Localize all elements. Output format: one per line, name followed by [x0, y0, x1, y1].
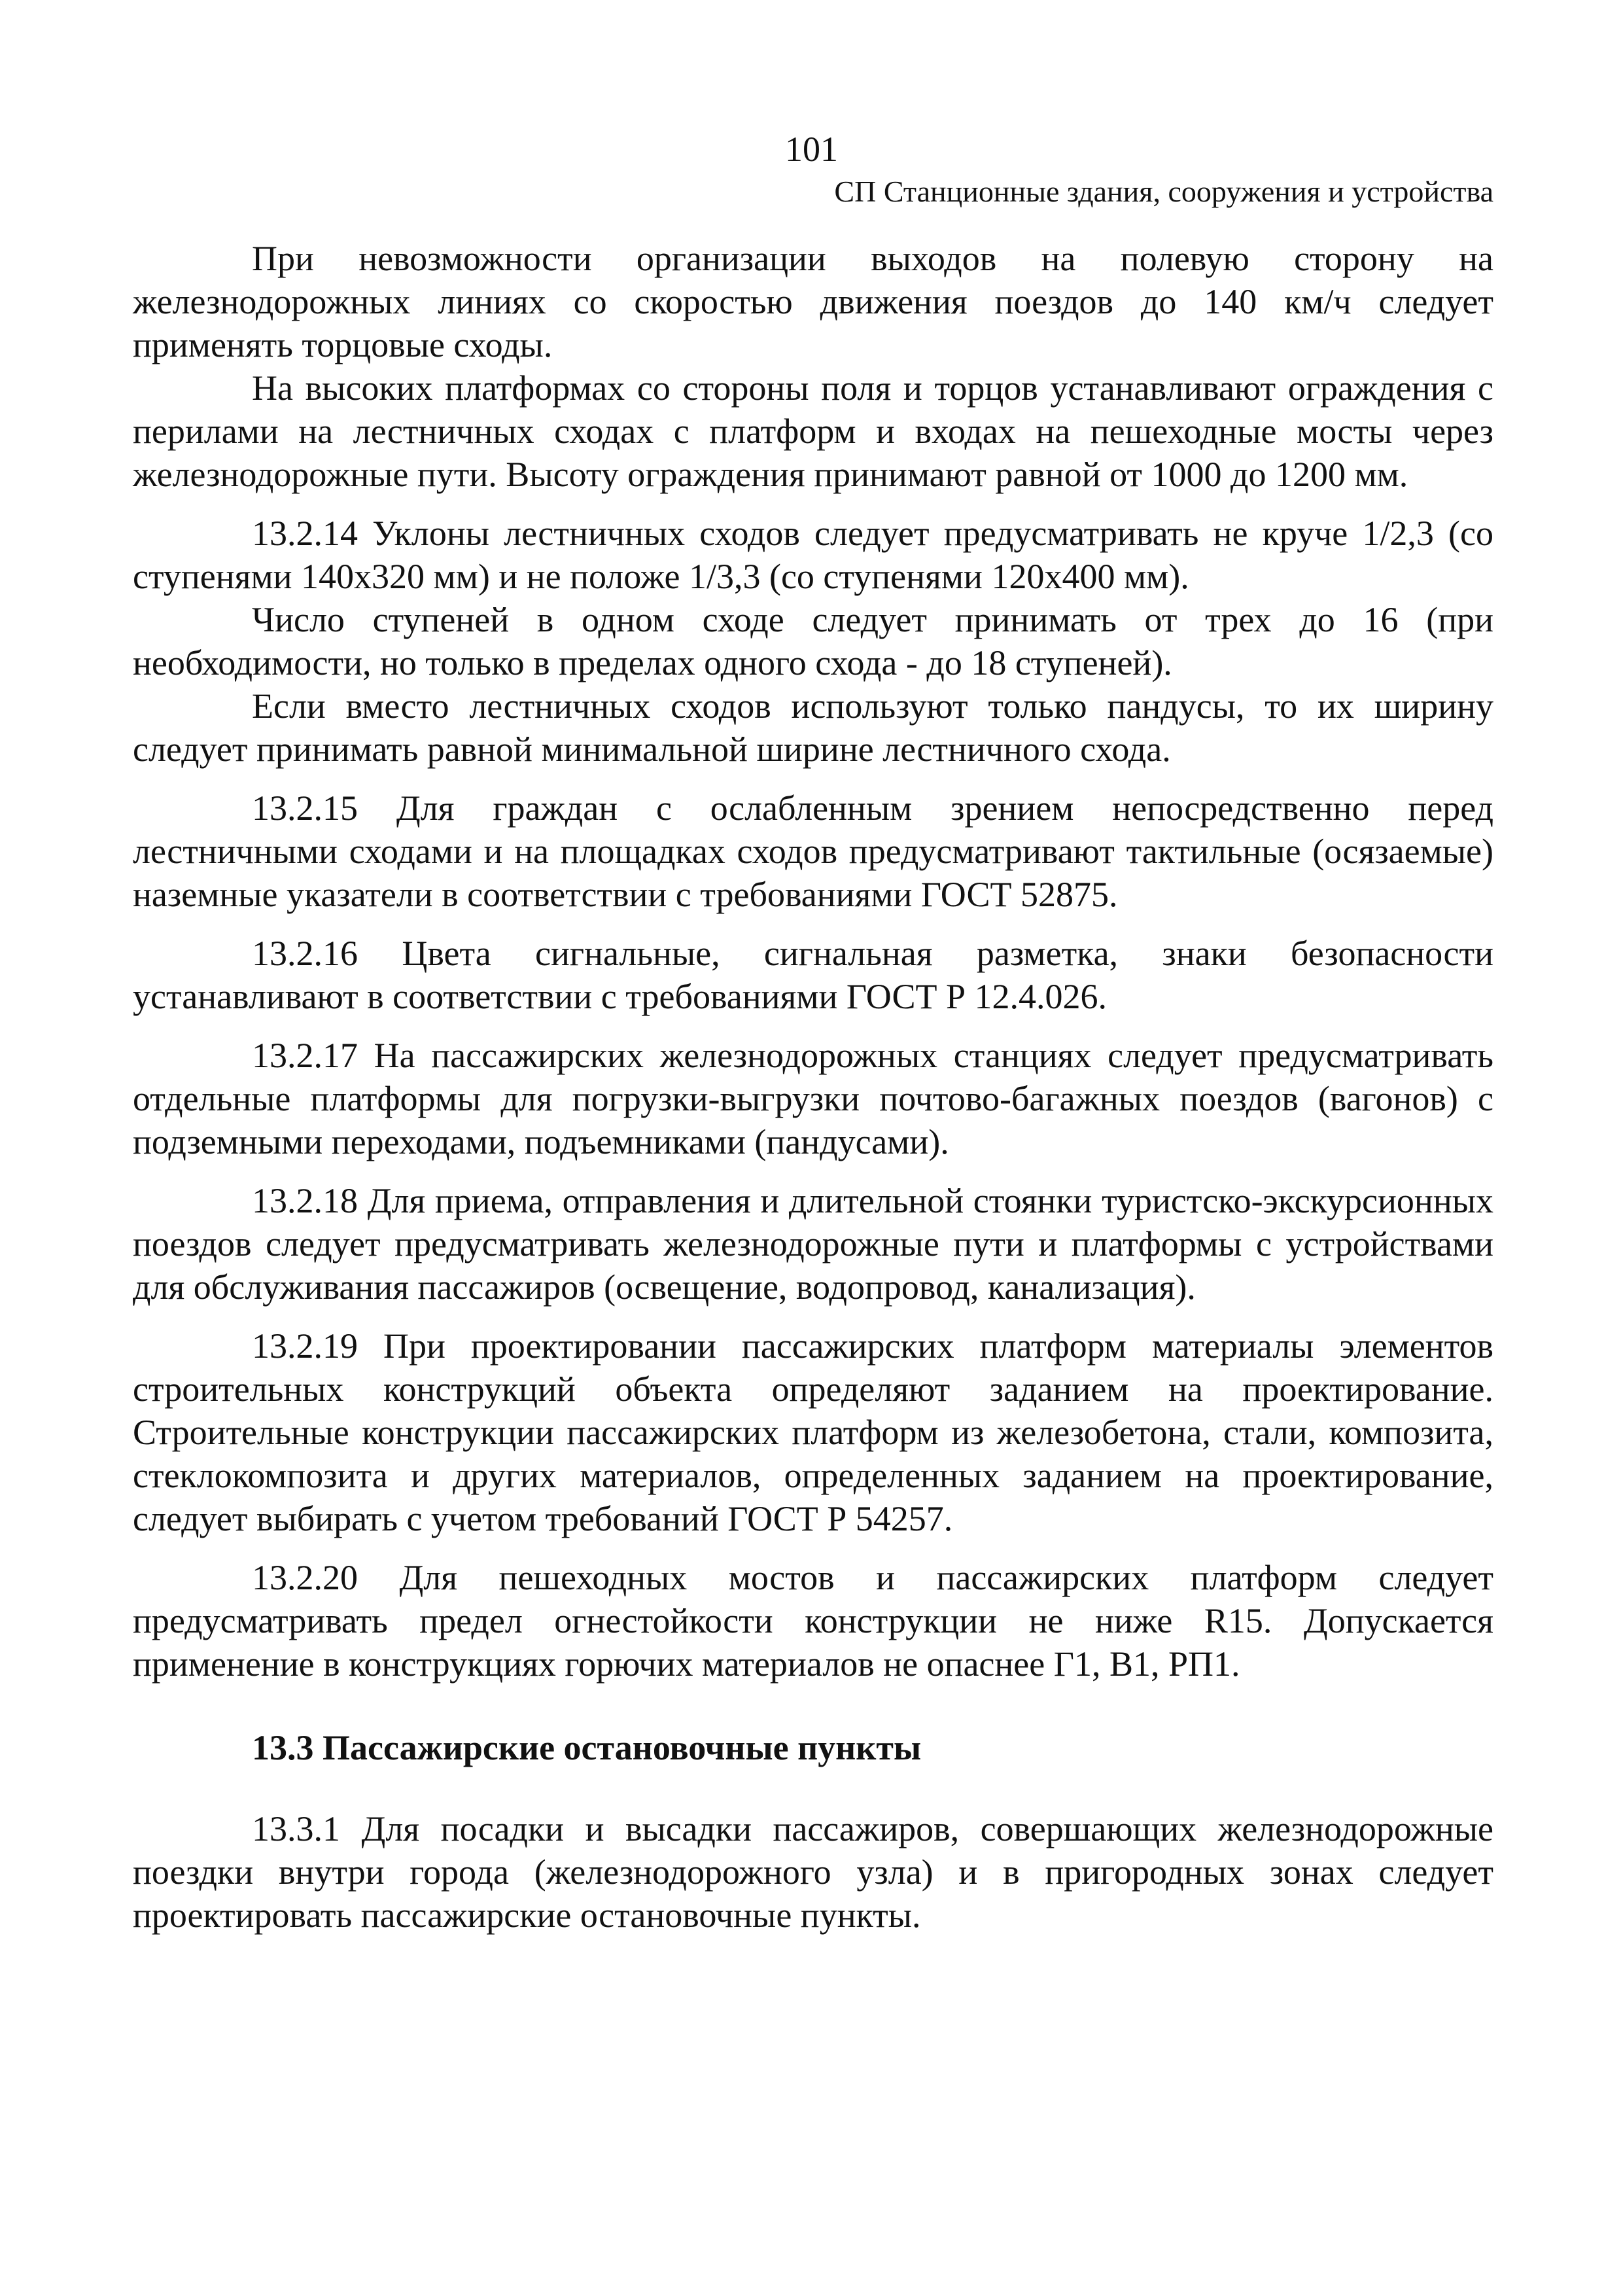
paragraph: При невозможности организации выходов на полевую сторону на железнодорожных линиях со скоростью движения поездов до 140 км/ч следует применять торцовые сходы.	[133, 239, 1493, 364]
paragraph-clause-13-3-1: 13.3.1 Для посадки и высадки пассажиров, совершающих железнодорожные поездки внутри города (железнодорожного узла) и в пригородных зонах следует проектировать пассажирские остановочные пункты.	[133, 1809, 1493, 1935]
page-number: 101	[785, 130, 838, 169]
document-body	[133, 237, 1493, 1937]
paragraph-clause-13-2-19: 13.2.19 При проектировании пассажирских платформ материалы элементов строительных конструкций объекта определяют заданием на проектирование. Строительные конструкции пассажирских платформ из железобетона, стали, композита, стеклокомпозита и других материалов, определенных заданием на проектирование, следует выбирать с учетом требований ГОСТ Р 54257.	[133, 1326, 1493, 1538]
paragraph-clause-13-2-15: 13.2.15 Для граждан с ослабленным зрением непосредственно перед лестничными сходами и на площадках сходов предусматривают тактильные (осязаемые) наземные указатели в соответствии с требованиями ГОСТ 52875.	[133, 788, 1493, 914]
running-title: СП Станционные здания, сооружения и устройства	[834, 175, 1493, 208]
paragraph-clause-13-2-17: 13.2.17 На пассажирских железнодорожных станциях следует предусматривать отдельные платформы для погрузки-выгрузки почтово-багажных поездов (вагонов) с подземными переходами, подъемниками (пандусами).	[133, 1036, 1493, 1161]
paragraph: На высоких платформах со стороны поля и торцов устанавливают ограждения с перилами на лестничных сходах с платформ и входах на пешеходные мосты через железнодорожные пути. Высоту ограждения принимают равной от 1000 до 1200 мм.	[133, 368, 1493, 494]
paragraph-clause-13-2-18: 13.2.18 Для приема, отправления и длительной стоянки туристско-экскурсионных поездов следует предусматривать железнодорожные пути и платформы с устройствами для обслуживания пассажиров (освещение, водопровод, канализация).	[133, 1181, 1493, 1307]
paragraph-clause-13-2-14: 13.2.14 Уклоны лестничных сходов следует предусматривать не круче 1/2,3 (со ступенями 140х320 мм) и не положе 1/3,3 (со ступенями 120х400 мм).	[133, 514, 1493, 596]
paragraph-clause-13-2-16: 13.2.16 Цвета сигнальные, сигнальная разметка, знаки безопасности устанавливают в соответствии с требованиями ГОСТ Р 12.4.026.	[133, 934, 1493, 1016]
paragraph: Число ступеней в одном сходе следует принимать от трех до 16 (при необходимости, но только в пределах одного схода - до 18 ступеней).	[133, 600, 1493, 682]
paragraph: Если вместо лестничных сходов используют только пандусы, то их ширину следует принимать равной минимальной ширине лестничного схода.	[133, 686, 1493, 769]
paragraph-clause-13-2-20: 13.2.20 Для пешеходных мостов и пассажирских платформ следует предусматривать предел огнестойкости конструкции не ниже R15. Допускается применение в конструкциях горючих материалов не опаснее Г1, В1, РП1.	[133, 1558, 1493, 1684]
section-heading: 13.3 Пассажирские остановочные пункты	[252, 1728, 922, 1767]
